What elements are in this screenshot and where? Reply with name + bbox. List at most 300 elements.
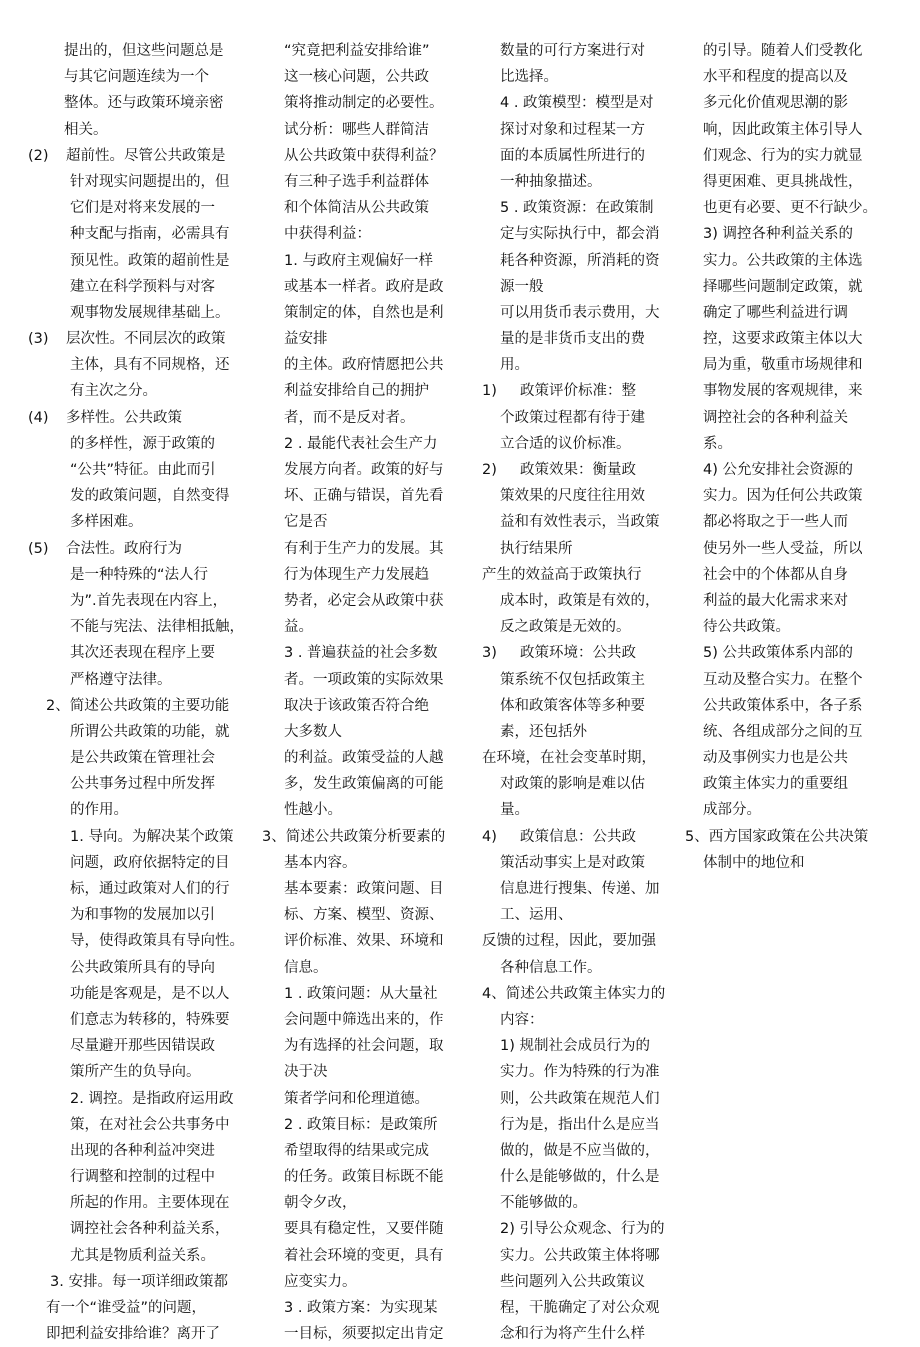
line-text: 是公共政策在管理社会 [70, 750, 215, 767]
line-text: 相关。 [64, 121, 108, 138]
text-line [28, 536, 250, 562]
line-text: 希望取得的结果或完成 [284, 1142, 429, 1159]
line-text: 利益安排给自己的拥护 [284, 383, 429, 400]
line-text: 会问题中筛选出来的，作 [284, 1011, 444, 1028]
text-line [262, 1190, 462, 1216]
line-text: 比选择。 [500, 69, 558, 86]
text-line [262, 955, 462, 981]
line-text: 5、西方国家政策在公共决策 [685, 828, 869, 845]
text-line [482, 824, 672, 850]
text-line [28, 797, 250, 823]
text-line [262, 143, 462, 169]
text-line [262, 326, 462, 352]
line-text: 成本时，政策是有效的， [500, 592, 660, 609]
text-line [262, 719, 462, 745]
text-line [28, 378, 250, 404]
line-text: 政策评价标准：整 [520, 383, 636, 400]
text-line [262, 195, 462, 221]
line-text: 多样困难。 [70, 514, 143, 531]
text-line [482, 640, 672, 666]
line-text: 则，公共政策在规范人们 [500, 1090, 660, 1107]
line-text: 控，这要求政策主体以大 [703, 331, 863, 348]
line-text: 益。 [284, 619, 313, 636]
text-line [28, 326, 250, 352]
text-line [685, 745, 885, 771]
line-text: 功能是客观是，是不以人 [70, 985, 230, 1002]
line-text: 和个体简洁从公共政策 [284, 200, 429, 217]
line-text: 的利益。政策受益的人越 [284, 750, 444, 767]
text-line [28, 117, 250, 143]
text-line [28, 588, 250, 614]
text-line [685, 248, 885, 274]
line-text: 4 . 政策模型：模型是对 [500, 95, 654, 112]
line-text: 其次还表现在程序上要 [70, 645, 215, 662]
text-line [685, 38, 885, 64]
line-text: 数量的可行方案进行对 [500, 43, 645, 59]
text-line [262, 1138, 462, 1164]
text-line [28, 1216, 250, 1242]
line-text: 动及事例实力也是公共 [703, 750, 848, 767]
text-line [482, 90, 672, 116]
text-line [262, 1007, 462, 1033]
text-line [482, 588, 672, 614]
text-line [482, 38, 672, 64]
text-line [28, 1033, 250, 1059]
line-text: 利益的最大化需求来对 [703, 592, 848, 609]
text-line [28, 248, 250, 274]
line-text: 都必将取之于一些人而 [703, 514, 848, 531]
line-text: 策将推动制定的必要性。 [284, 95, 444, 112]
text-line [482, 1033, 672, 1059]
line-text: 策制定的体，自然也是利 [284, 304, 444, 321]
text-line [262, 1033, 462, 1059]
text-line [482, 771, 672, 797]
line-text: 个政策过程都有待于建 [500, 409, 645, 426]
text-line [685, 719, 885, 745]
text-line [685, 797, 885, 823]
line-text: 4、简述公共政策主体实力的 [482, 985, 666, 1002]
line-text: 体和政策客体等多种要 [500, 697, 645, 714]
text-line [28, 771, 250, 797]
text-line [482, 1086, 672, 1112]
text-line [482, 483, 672, 509]
line-text: 为有选择的社会问题，取 [284, 1038, 444, 1055]
line-text: 导，使得政策具有导向性。 [70, 933, 244, 950]
text-line [685, 405, 885, 431]
text-line [262, 667, 462, 693]
text-line [262, 509, 462, 535]
list-number: 1) [482, 383, 497, 400]
text-line [28, 902, 250, 928]
line-text: 或基本一样者。政府是政 [284, 278, 444, 295]
text-line [262, 902, 462, 928]
line-text: 要具有稳定性，又要伴随 [284, 1221, 444, 1238]
line-text: 发展方向者。政策的好与 [284, 462, 444, 478]
text-line [482, 405, 672, 431]
line-text: 用。 [500, 357, 529, 374]
line-text: 策所产生的负导向。 [70, 1064, 201, 1081]
line-text: 也更有必要、更不行缺少。 [703, 200, 877, 217]
text-line [482, 1059, 672, 1085]
line-text: 坏、正确与错误，首先看 [284, 488, 444, 505]
line-text: 信息。 [284, 959, 328, 976]
text-line [482, 1138, 672, 1164]
column-1 [28, 38, 250, 1347]
line-text: 着社会环境的变更，具有 [284, 1247, 444, 1264]
text-line [482, 667, 672, 693]
text-line [28, 1321, 250, 1347]
line-text: 工、运用、 [500, 907, 573, 924]
text-line [28, 667, 250, 693]
line-text: 2) 引导公众观念、行为的 [500, 1221, 665, 1238]
line-text: 各种信息工作。 [500, 959, 602, 976]
text-line [262, 1216, 462, 1242]
line-text: 体制中的地位和 [703, 854, 805, 871]
text-line [28, 1295, 250, 1321]
text-line [262, 248, 462, 274]
text-line [685, 850, 885, 876]
column-2 [262, 38, 462, 1347]
text-line [482, 719, 672, 745]
text-line [685, 824, 885, 850]
text-line [482, 1321, 672, 1347]
line-text: 公共政策所具有的导向 [70, 959, 215, 976]
text-line [685, 64, 885, 90]
line-text: 提出的，但这些问题总是 [64, 43, 224, 59]
text-line [685, 117, 885, 143]
text-line [262, 352, 462, 378]
line-text: 所谓公共政策的功能，就 [70, 723, 230, 740]
line-text: 有利于生产力的发展。其 [284, 540, 444, 557]
line-text: 种支配与指南，必需具有 [70, 226, 230, 243]
text-line [28, 981, 250, 1007]
line-text: 的引导。随着人们受教化 [703, 43, 863, 59]
text-line [482, 562, 672, 588]
text-line [262, 1269, 462, 1295]
text-line [262, 1059, 462, 1085]
line-text: 预见性。政策的超前性是 [70, 252, 230, 269]
line-text: 们观念、行为的实力就显 [703, 147, 863, 164]
text-line [262, 614, 462, 640]
text-line [262, 483, 462, 509]
line-text: 策活动事实上是对政策 [500, 854, 645, 871]
text-line [262, 274, 462, 300]
list-number: (2) [28, 147, 49, 164]
text-line [482, 117, 672, 143]
text-line [482, 509, 672, 535]
text-line [482, 928, 672, 954]
line-text: 反馈的过程，因此，要加强 [482, 933, 656, 950]
line-text: 3 . 政策方案：为实现某 [284, 1300, 438, 1316]
text-line [482, 378, 672, 404]
text-line [28, 90, 250, 116]
line-text: 局为重，敬重市场规律和 [703, 357, 863, 374]
line-text: 3、简述公共政策分析要素的 [262, 828, 446, 845]
line-text: 3 . 普遍获益的社会多数 [284, 645, 438, 662]
line-text: 的主体。政府情愿把公共 [284, 357, 444, 374]
text-line [482, 902, 672, 928]
text-line [685, 771, 885, 797]
line-text: 政策效果：衡量政 [520, 462, 636, 478]
text-line [28, 1086, 250, 1112]
text-line [685, 483, 885, 509]
text-line [482, 1164, 672, 1190]
text-line [482, 143, 672, 169]
text-line [262, 378, 462, 404]
line-text: 政策环境：公共政 [520, 645, 636, 662]
text-line [28, 693, 250, 719]
text-line [685, 169, 885, 195]
line-text: 策者学问和伦理道德。 [284, 1090, 429, 1107]
text-line [28, 195, 250, 221]
line-text: “究竟把利益安排给谁” [284, 43, 430, 59]
column-4 [685, 38, 885, 876]
line-text: 势者，必定会从政策中获 [284, 592, 444, 609]
text-line [482, 797, 672, 823]
line-text: “公共”特征。由此而引 [70, 462, 216, 478]
text-line [28, 719, 250, 745]
text-line [28, 352, 250, 378]
text-line [482, 1243, 672, 1269]
line-text: 系。 [703, 435, 732, 452]
line-text: 使另外一些人受益，所以 [703, 540, 863, 557]
line-text: 观事物发展规律基础上。 [70, 304, 230, 321]
text-line [28, 614, 250, 640]
line-text: 中获得利益： [284, 226, 371, 243]
line-text: 行为体现生产力发展趋 [284, 566, 429, 583]
line-text: 有一个“谁受益”的问题， [46, 1300, 207, 1316]
line-text: 反之政策是无效的。 [500, 619, 631, 636]
line-text: 3. 安排。每一项详细政策都 [50, 1273, 228, 1290]
line-text: 出现的各种利益冲突进 [70, 1142, 215, 1159]
line-text: 策效果的尺度往往用效 [500, 488, 645, 505]
line-text: 1. 导向。为解决某个政策 [70, 828, 234, 845]
line-text: 实力。因为任何公共政策 [703, 488, 863, 505]
text-line [28, 169, 250, 195]
line-text: 程，干脆确定了对公众观 [500, 1300, 660, 1316]
line-text: 朝令夕改， [284, 1195, 357, 1212]
text-line [262, 90, 462, 116]
text-line [482, 693, 672, 719]
text-line [28, 562, 250, 588]
text-line [28, 431, 250, 457]
text-line [685, 693, 885, 719]
text-line [262, 745, 462, 771]
line-text: 事物发展的客观规律，来 [703, 383, 863, 400]
text-line [262, 981, 462, 1007]
text-line [262, 536, 462, 562]
line-text: 它是否 [284, 514, 328, 531]
line-text: 耗各种资源，所消耗的资 [500, 252, 660, 269]
line-text: 益和有效性表示，当政策 [500, 514, 660, 531]
line-text: 实力。作为特殊的行为准 [500, 1064, 660, 1081]
line-text: 针对现实问题提出的，但 [70, 173, 230, 190]
line-text: 什么是能够做的，什么是 [500, 1169, 660, 1186]
line-text: 政策信息：公共政 [520, 828, 636, 845]
list-number: (5) [28, 540, 49, 557]
line-text: 5) 公共政策体系内部的 [703, 645, 853, 662]
text-line [28, 221, 250, 247]
text-line [685, 640, 885, 666]
text-line [262, 1164, 462, 1190]
line-text: 所起的作用。主要体现在 [70, 1195, 230, 1212]
line-text: 是一种特殊的“法人行 [70, 566, 209, 583]
text-line [28, 850, 250, 876]
line-text: 量。 [500, 802, 529, 819]
line-text: 们意志为转移的，特殊要 [70, 1011, 230, 1028]
line-text: 1. 与政府主观偏好一样 [284, 252, 433, 269]
text-line [685, 431, 885, 457]
text-line [28, 1243, 250, 1269]
line-text: 一种抽象描述。 [500, 173, 602, 190]
text-line [28, 457, 250, 483]
text-line [28, 274, 250, 300]
text-line [262, 588, 462, 614]
line-text: 做的，做是不应当做的， [500, 1142, 660, 1159]
line-text: 评价标准、效果、环境和 [284, 933, 444, 950]
text-line [685, 536, 885, 562]
line-text: 不能与宪法、法律相抵触， [70, 619, 244, 636]
text-line [262, 797, 462, 823]
list-number: (4) [28, 409, 49, 426]
line-text: 成部分。 [703, 802, 761, 819]
text-line [262, 850, 462, 876]
text-line [685, 614, 885, 640]
text-line [482, 457, 672, 483]
text-line [482, 1269, 672, 1295]
line-text: 互动及整合实力。在整个 [703, 671, 863, 688]
text-line [482, 1216, 672, 1242]
line-text: 执行结果所 [500, 540, 573, 557]
text-line [685, 274, 885, 300]
text-line [262, 431, 462, 457]
text-line [28, 1164, 250, 1190]
line-text: 者。一项政策的实际效果 [284, 671, 444, 688]
text-line [262, 876, 462, 902]
line-text: 立合适的议价标准。 [500, 435, 631, 452]
line-text: 择哪些问题制定政策，就 [703, 278, 863, 295]
text-line [262, 1112, 462, 1138]
text-line [685, 378, 885, 404]
text-line [28, 876, 250, 902]
line-text: 5 . 政策资源：在政策制 [500, 200, 654, 217]
text-line [482, 326, 672, 352]
text-line [482, 195, 672, 221]
line-text: 决于决 [284, 1064, 328, 1081]
line-text: 行调整和控制的过程中 [70, 1169, 215, 1186]
text-line [28, 1059, 250, 1085]
line-text: 为”.首先表现在内容上， [70, 592, 228, 609]
line-text: 对政策的影响是难以估 [500, 776, 645, 793]
list-number: (3) [28, 331, 49, 348]
line-text: 从公共政策中获得利益？ [284, 147, 444, 164]
text-line [28, 745, 250, 771]
text-line [482, 64, 672, 90]
line-text: 性越小。 [284, 802, 342, 819]
line-text: 基本内容。 [284, 854, 357, 871]
line-text: 得更困难、更具挑战性， [703, 173, 863, 190]
line-text: 尽量避开那些因错误政 [70, 1038, 215, 1055]
text-line [28, 300, 250, 326]
text-line [28, 143, 250, 169]
text-line [685, 326, 885, 352]
text-line [482, 850, 672, 876]
line-text: 策，在对社会公共事务中 [70, 1116, 230, 1133]
text-line [685, 562, 885, 588]
line-text: 它们是对将来发展的一 [70, 200, 215, 217]
text-line [482, 221, 672, 247]
text-line [262, 562, 462, 588]
text-line [262, 1295, 462, 1321]
line-text: 合法性。政府行为 [66, 540, 182, 557]
line-text: 超前性。尽管公共政策是 [66, 147, 226, 164]
line-text: 面的本质属性所进行的 [500, 147, 645, 164]
text-line [262, 1243, 462, 1269]
list-number: 2) [482, 462, 497, 478]
text-line [28, 1138, 250, 1164]
text-line [482, 1295, 672, 1321]
line-text: 多样性。公共政策 [66, 409, 182, 426]
line-text: 些问题列入公共政策议 [500, 1273, 645, 1290]
text-line [262, 169, 462, 195]
text-line [482, 352, 672, 378]
line-text: 响，因此政策主体引导人 [703, 121, 863, 138]
line-text: 为和事物的发展加以引 [70, 907, 215, 924]
text-line [28, 928, 250, 954]
text-line [482, 431, 672, 457]
text-line [262, 38, 462, 64]
line-text: 产生的效益高于政策执行 [482, 566, 642, 583]
text-line [28, 483, 250, 509]
text-line [28, 955, 250, 981]
text-line [262, 457, 462, 483]
line-text: 整体。还与政策环境亲密 [64, 95, 224, 112]
line-text: 定与实际执行中，都会消 [500, 226, 660, 243]
line-text: 实力。公共政策的主体选 [703, 252, 863, 269]
line-text: 4) 公允安排社会资源的 [703, 462, 853, 478]
text-line [262, 1321, 462, 1347]
text-line [482, 274, 672, 300]
line-text: 2、简述公共政策的主要功能 [46, 697, 230, 714]
text-line [685, 300, 885, 326]
text-line [28, 38, 250, 64]
text-line [262, 928, 462, 954]
line-text: 即把利益安排给谁？离开了 [46, 1326, 220, 1343]
line-text: 在环境，在社会变革时期， [482, 750, 656, 767]
text-line [482, 536, 672, 562]
text-line [482, 614, 672, 640]
line-text: 公共政策体系中，各子系 [703, 697, 863, 714]
line-text: 问题，政府依据特定的目 [70, 854, 230, 871]
line-text: 取决于该政策否符合绝 [284, 697, 429, 714]
text-line [685, 588, 885, 614]
line-text: 基本要素：政策问题、目 [284, 881, 444, 897]
line-text: 的任务。政策目标既不能 [284, 1169, 444, 1186]
text-line [685, 457, 885, 483]
line-text: 2 . 政策目标：是政策所 [284, 1116, 438, 1133]
line-text: 多元化价值观思潮的影 [703, 95, 848, 112]
line-text: 调控社会的各种利益关 [703, 409, 848, 426]
line-text: 可以用货币表示费用，大 [500, 304, 660, 321]
line-text: 社会中的个体都从自身 [703, 566, 848, 583]
line-text: 与其它问题连续为一个 [64, 69, 209, 86]
line-text: 层次性。不同层次的政策 [66, 331, 226, 348]
line-text: 试分析：哪些人群简洁 [284, 121, 429, 138]
text-line [262, 771, 462, 797]
text-line [262, 640, 462, 666]
line-text: 念和行为将产生什么样 [500, 1326, 645, 1343]
line-text: 发的政策问题，自然变得 [70, 488, 230, 505]
